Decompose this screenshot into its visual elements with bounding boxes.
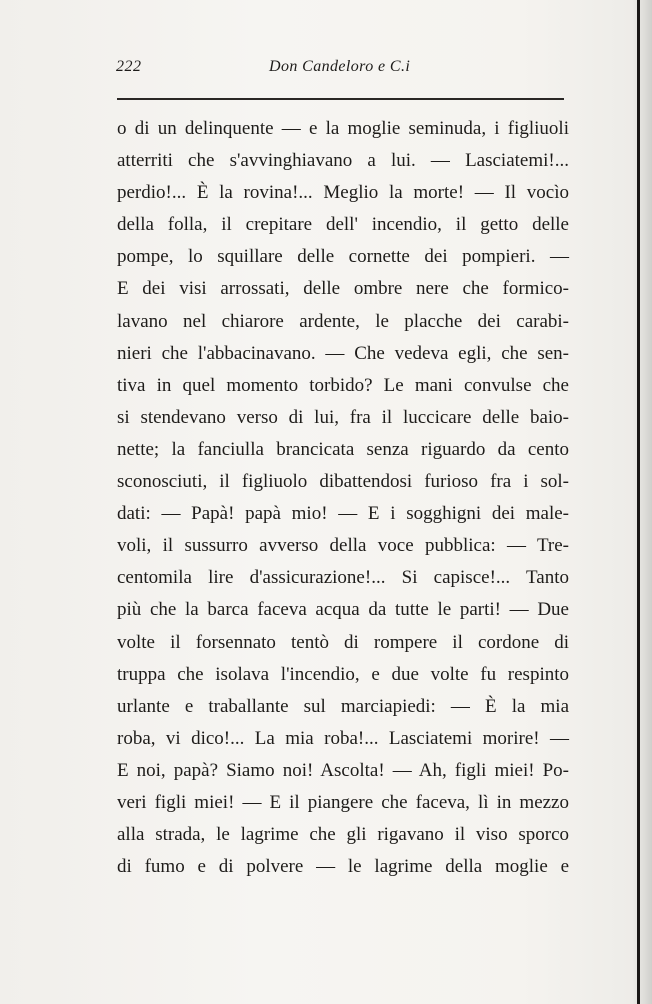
- text-line: nette; la fanciulla brancicata senza riguardo da cento: [117, 438, 569, 460]
- text-line: più che la barca faceva acqua da tutte le parti! — Due: [117, 599, 569, 621]
- text-line: nieri che l'abbacinavano. — Che vedeva egli, che sen-: [117, 342, 569, 364]
- running-header: [116, 58, 566, 82]
- text-line: truppa che isolava l'incendio, e due volte fu respinto: [117, 663, 569, 685]
- page-edge-shadow: [632, 0, 652, 1004]
- text-line: o di un delinquente — e la moglie seminuda, i figliuoli: [117, 118, 569, 139]
- header-rule: [117, 98, 564, 100]
- text-line: lavano nel chiarore ardente, le placche dei carabi-: [117, 310, 569, 332]
- text-line: atterriti che s'avvinghiavano a lui. — Lasciatemi!...: [117, 150, 569, 172]
- running-title: Don Candeloro e C.i: [269, 58, 411, 75]
- text-line: volte il forsennato tentò di rompere il cordone di: [117, 631, 569, 653]
- text-line: roba, vi dico!... La mia roba!... Lasciatemi morire! —: [117, 727, 569, 749]
- text-line: si stendevano verso di lui, fra il luccicare delle baio-: [117, 406, 569, 428]
- text-line: perdio!... È la rovina!... Meglio la morte! — Il vocìo: [117, 182, 569, 204]
- text-line: di fumo e di polvere — le lagrime della moglie e: [117, 856, 569, 878]
- text-line: tiva in quel momento torbido? Le mani convulse che: [117, 374, 569, 396]
- text-line: veri figli miei! — E il piangere che faceva, lì in mezzo: [117, 791, 569, 813]
- text-line: della folla, il crepitare dell' incendio, il getto delle: [117, 214, 569, 236]
- text-line: sconosciuti, il figliuolo dibattendosi furioso fra i sol-: [117, 471, 569, 493]
- body-text: [117, 113, 569, 883]
- text-line: voli, il sussurro avverso della voce pubblica: — Tre-: [117, 535, 569, 557]
- page-number: 222: [116, 58, 142, 75]
- text-line: E noi, papà? Siamo noi! Ascolta! — Ah, figli miei! Po-: [117, 759, 569, 781]
- text-line: alla strada, le lagrime che gli rigavano il viso sporco: [117, 824, 569, 846]
- text-line: pompe, lo squillare delle cornette dei pompieri. —: [117, 246, 569, 268]
- page-border-line: [637, 0, 640, 1004]
- text-line: centomila lire d'assicurazione!... Si capisce!... Tanto: [117, 567, 569, 589]
- text-line: urlante e traballante sul marciapiedi: — È la mia: [117, 695, 569, 717]
- text-line: E dei visi arrossati, delle ombre nere che formico-: [117, 278, 569, 300]
- text-line: dati: — Papà! papà mio! — E i sogghigni dei male-: [117, 503, 569, 525]
